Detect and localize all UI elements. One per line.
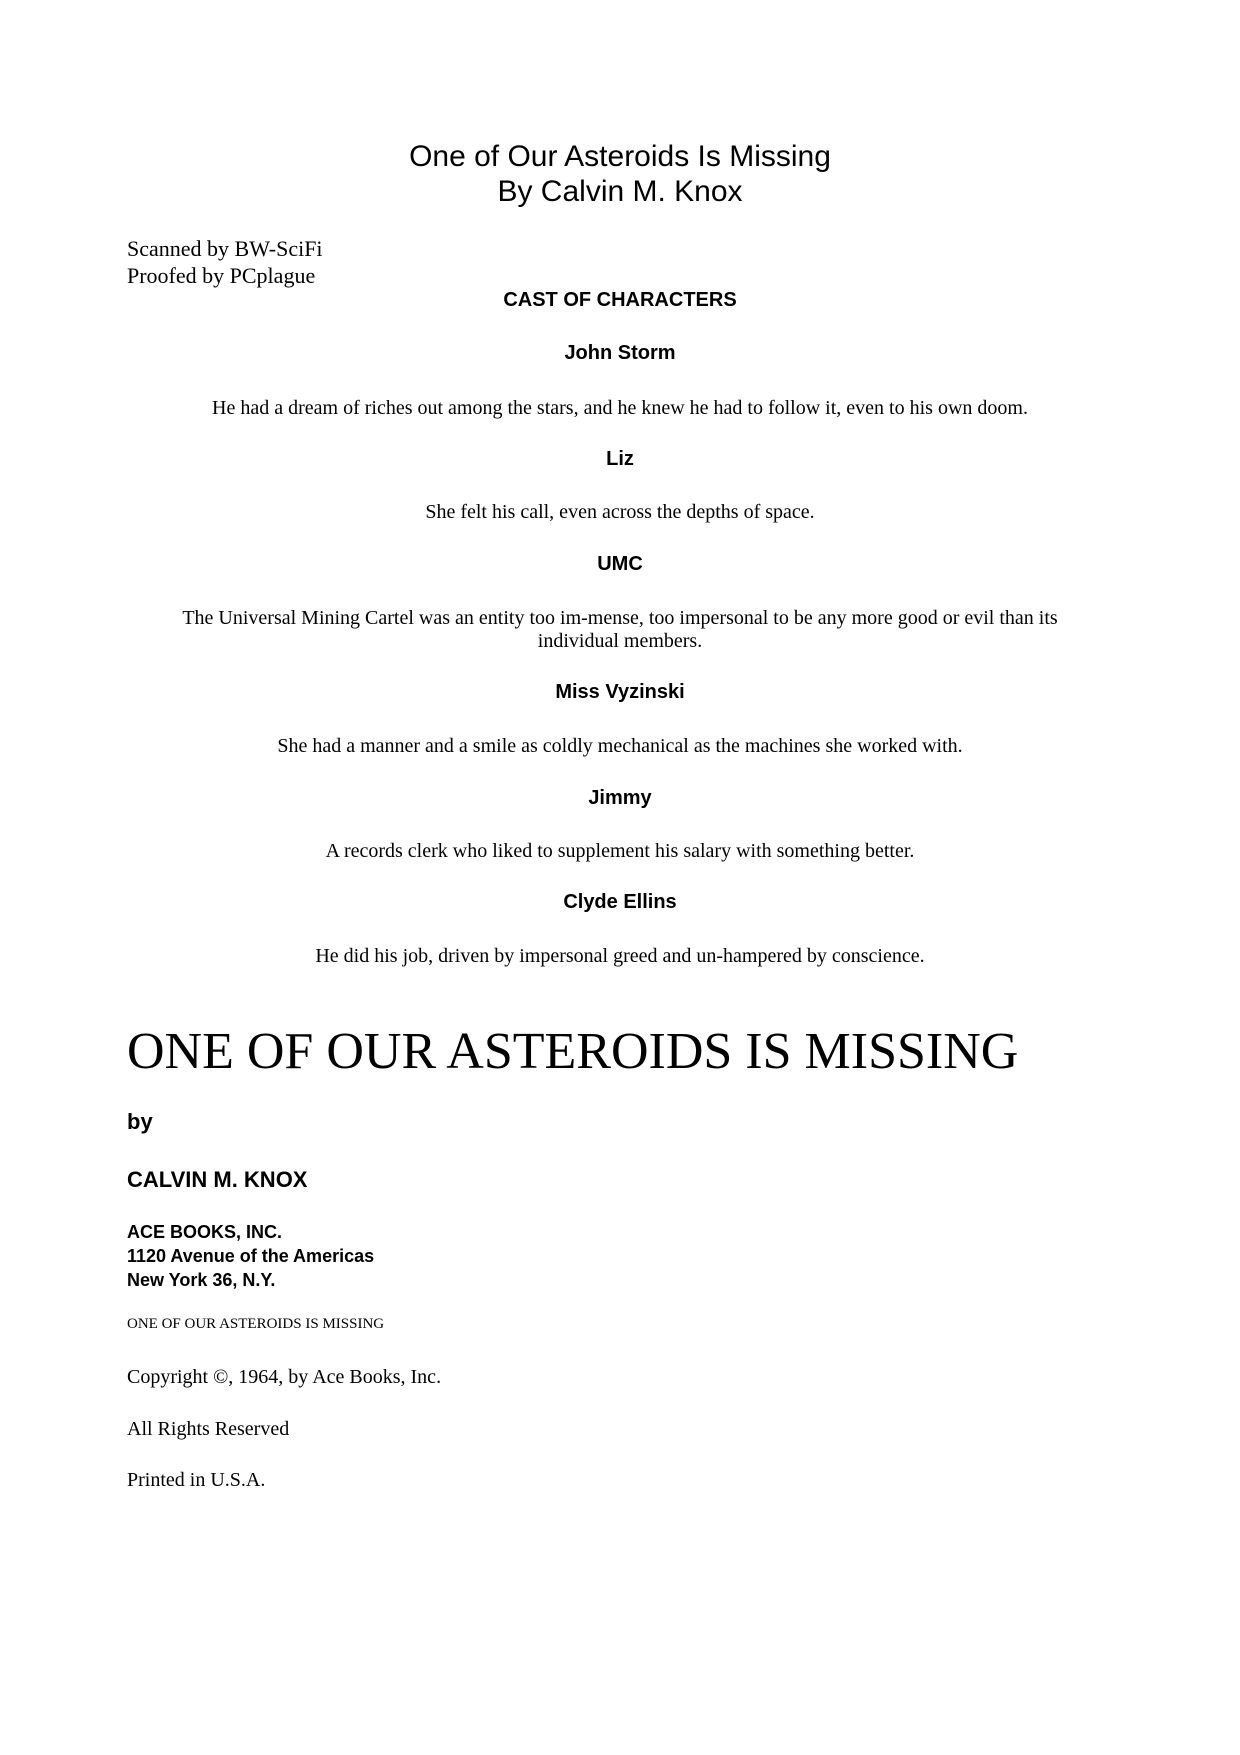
- character-name: Miss Vyzinski: [555, 681, 685, 703]
- title-page-by: by: [127, 1109, 153, 1134]
- publisher-address: 1120 Avenue of the Americas: [127, 1246, 375, 1266]
- character-name: UMC: [597, 553, 643, 575]
- character-description: He had a dream of riches out among the stars, and he knew he had to follow it, even to his own doom.: [212, 397, 1028, 419]
- scanned-credit: Scanned by BW-SciFi: [127, 236, 323, 261]
- rights-line: All Rights Reserved: [127, 1418, 290, 1440]
- character-description: The Universal Mining Cartel was an entity too im-mense, too impersonal to be any more good or evil than its: [182, 607, 1058, 629]
- character-description: She felt his call, even across the depths of space.: [425, 501, 815, 523]
- character-name: Liz: [606, 448, 634, 470]
- character-name: Jimmy: [588, 787, 652, 809]
- title-page-title: ONE OF OUR ASTEROIDS IS MISSING: [127, 1023, 1019, 1080]
- character-description-cont: individual members.: [537, 630, 703, 652]
- copyright-line: Copyright ©, 1964, by Ace Books, Inc.: [127, 1366, 442, 1388]
- small-title: ONE OF OUR ASTEROIDS IS MISSING: [127, 1316, 385, 1332]
- character-description: She had a manner and a smile as coldly mechanical as the machines she worked with.: [277, 735, 963, 757]
- publisher-city: New York 36, N.Y.: [127, 1270, 276, 1290]
- character-description: A records clerk who liked to supplement his salary with something better.: [325, 840, 915, 862]
- cast-heading: CAST OF CHARACTERS: [503, 289, 737, 311]
- doc-byline: By Calvin M. Knox: [497, 175, 743, 208]
- character-name: John Storm: [564, 342, 676, 364]
- printed-line: Printed in U.S.A.: [127, 1469, 266, 1491]
- proofed-credit: Proofed by PCplague: [127, 263, 316, 288]
- doc-title: One of Our Asteroids Is Missing: [409, 140, 831, 173]
- character-description: He did his job, driven by impersonal greed and un-hampered by conscience.: [315, 945, 925, 967]
- character-name: Clyde Ellins: [563, 891, 677, 913]
- publisher-name: ACE BOOKS, INC.: [127, 1222, 283, 1242]
- title-page-author: CALVIN M. KNOX: [127, 1167, 308, 1192]
